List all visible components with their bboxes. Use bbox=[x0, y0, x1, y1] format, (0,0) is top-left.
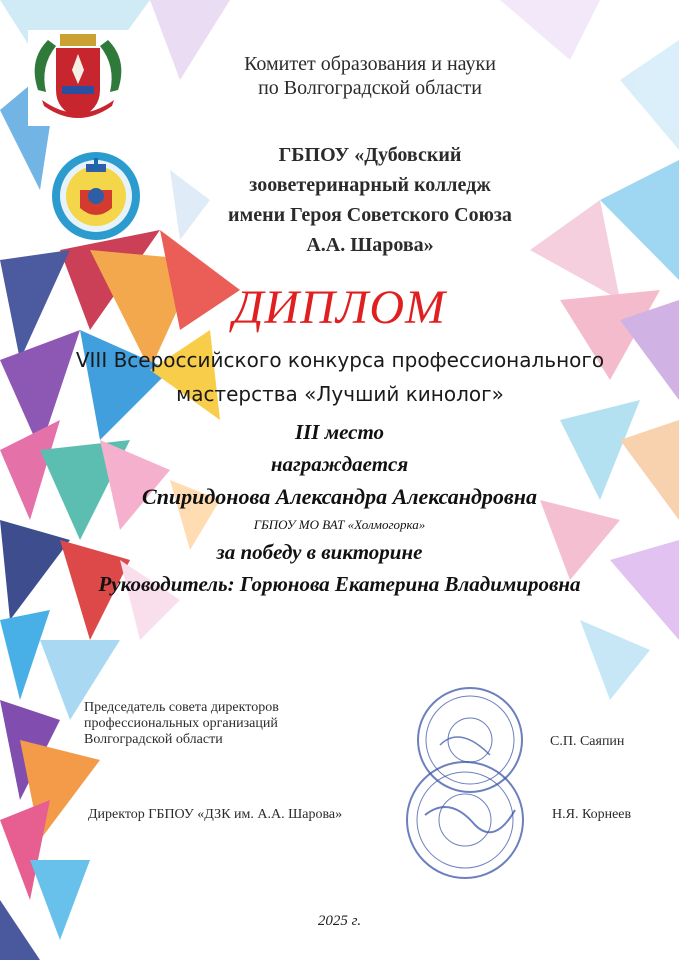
chair-title-line-1: Председатель совета директоров bbox=[84, 700, 279, 715]
chair-title bbox=[84, 700, 344, 748]
issue-year: 2025 г. bbox=[317, 913, 362, 929]
contest-line-2: мастерства «Лучший кинолог» bbox=[176, 382, 504, 406]
college-line-4: А.А. Шарова» bbox=[306, 234, 434, 256]
college-logo-icon bbox=[50, 150, 142, 242]
director-title: Директор ГБПОУ «ДЗК им. А.А. Шарова» bbox=[88, 807, 343, 822]
college-line-1: ГБПОУ «Дубовский bbox=[278, 144, 462, 166]
organization-text: ГБПОУ МО ВАТ «Холмогорка» bbox=[253, 517, 426, 532]
awarded-text: награждается bbox=[270, 452, 409, 476]
college-line-2: зооветеринарный колледж bbox=[249, 174, 491, 196]
director-name: Н.Я. Корнеев bbox=[552, 807, 632, 822]
supervisor-text: Руководитель: Горюнова Екатерина Владимировна bbox=[98, 572, 581, 596]
committee-heading bbox=[200, 52, 540, 100]
committee-line-2: по Волгоградской области bbox=[258, 77, 482, 99]
contest-name bbox=[30, 343, 650, 411]
chair-title-line-2: профессиональных организаций bbox=[84, 716, 278, 731]
committee-line-1: Комитет образования и науки bbox=[244, 53, 496, 75]
college-line-3: имени Героя Советского Союза bbox=[228, 204, 512, 226]
chair-title-line-3: Волгоградской области bbox=[84, 732, 223, 747]
reason-text: за победу в викторине bbox=[216, 540, 423, 564]
college-heading bbox=[190, 140, 550, 260]
diploma-title: ДИПЛОМ bbox=[232, 281, 447, 334]
contest-line-1: VIII Всероссийского конкурса профессионального bbox=[75, 348, 605, 372]
chair-name: С.П. Саяпин bbox=[550, 734, 625, 749]
volgograd-region-coat-of-arms-icon bbox=[28, 30, 128, 126]
round-stamp-icon bbox=[380, 685, 555, 885]
recipient-name: Спиридонова Александра Александровна bbox=[142, 484, 537, 509]
place-text: III место bbox=[294, 420, 385, 444]
